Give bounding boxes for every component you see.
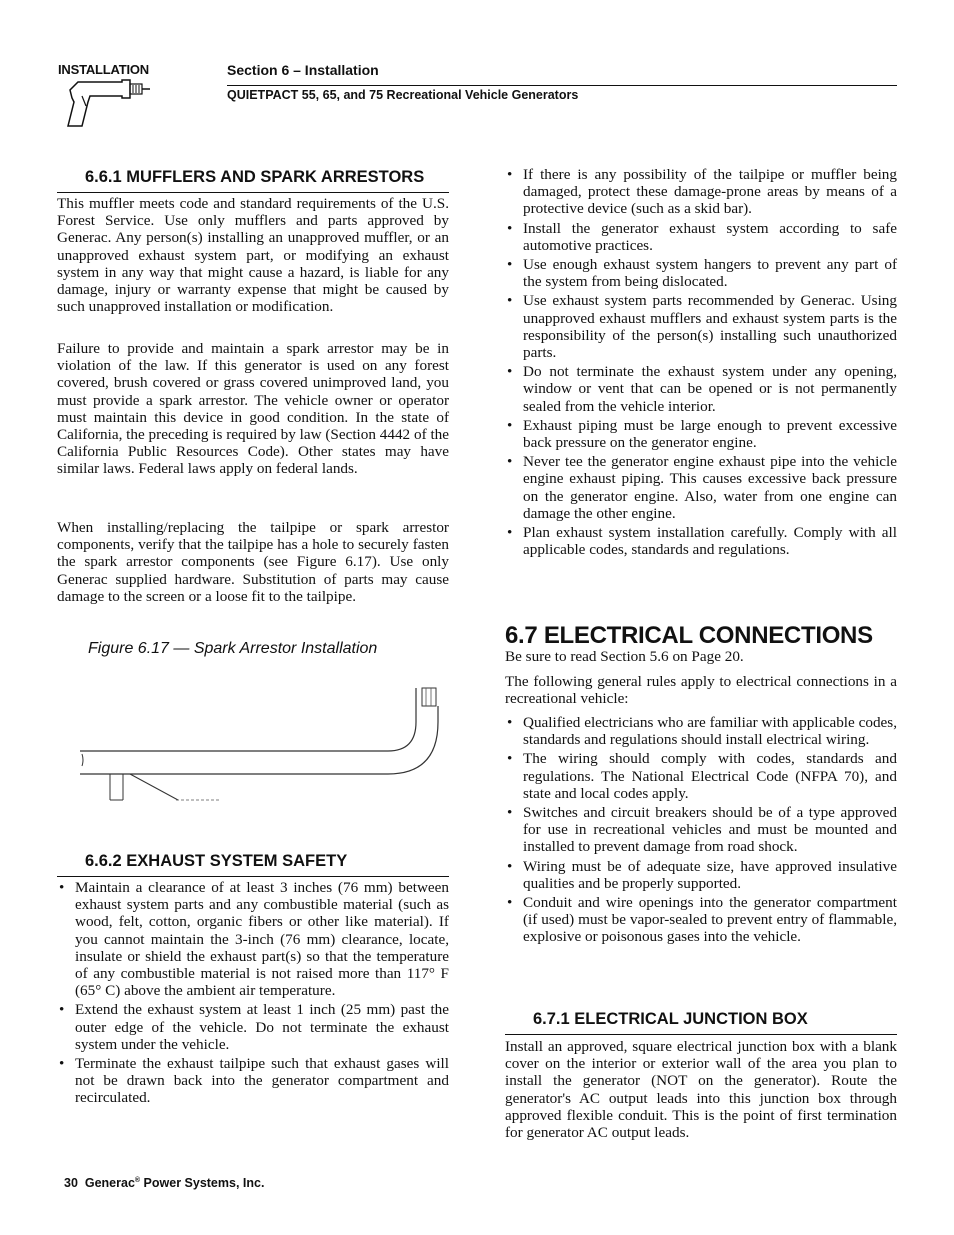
list-item: • Conduit and wire openings into the generator compartment (if used) must be vapor-sealed to prevent entry of flammable, explosive or poisonous gases into the vehicle. bbox=[505, 894, 897, 946]
list-item: • Exhaust piping must be large enough to prevent excessive back pressure on the generator engine. bbox=[505, 417, 897, 451]
footer-company-rest: Power Systems, Inc. bbox=[143, 1176, 265, 1190]
list-item: • Do not terminate the exhaust system under any opening, window or vent that can be opened or is not permanently sealed from the vehicle interior. bbox=[505, 363, 897, 415]
exhaust-safety-list bbox=[57, 879, 449, 1109]
registered-mark: ® bbox=[134, 1176, 141, 1184]
heading-rule bbox=[57, 192, 449, 193]
list-item: • Maintain a clearance of at least 3 inches (76 mm) between exhaust system parts and any combustible material (such as wood, felt, cotton, organic fibers or other like material). If you cannot maintain the 3-inch (76 mm) clearance, locate, insulate or shield the exhaust part(s) so that the temperature of any combustible material is not raised more than 117° F (65° C) above the ambient air temperature. bbox=[57, 879, 449, 999]
drill-icon bbox=[60, 76, 160, 134]
list-item: • Use enough exhaust system hangers to prevent any part of the system from being dislocated. bbox=[505, 256, 897, 290]
heading-6-7: 6.7 ELECTRICAL CONNECTIONS bbox=[505, 622, 873, 649]
list-item: • Extend the exhaust system at least 1 inch (25 mm) past the outer edge of the vehicle. Do not terminate the exhaust system under the vehicle. bbox=[57, 1001, 449, 1053]
page-footer bbox=[64, 1176, 264, 1190]
exhaust-safety-list-continued bbox=[505, 166, 897, 560]
paragraph-tailpipe-install: When installing/replacing the tailpipe or spark arrestor components, verify that the tailpipe has a hole to securely fasten the spark arrestor components (see Figure 6.17). Use only Generac supplied hardware. Substitution of parts may cause damage to the screen or a loose fit to the tailpipe. bbox=[57, 519, 449, 605]
list-item: • Qualified electricians who are familiar with applicable codes, standards and regulations should install electrical wiring. bbox=[505, 714, 897, 748]
spark-arrestor-figure bbox=[70, 682, 450, 807]
paragraph-general-rules: The following general rules apply to electrical connections in a recreational vehicle: bbox=[505, 673, 897, 708]
figure-caption: Figure 6.17 — Spark Arrestor Installation bbox=[88, 640, 378, 657]
list-item: • The wiring should comply with codes, standards and regulations. The National Electrical Code (NFPA 70), and state and local codes apply. bbox=[505, 750, 897, 802]
list-item: • Terminate the exhaust tailpipe such that exhaust gases will not be drawn back into the generator compartment and recirculated. bbox=[57, 1055, 449, 1107]
installation-logo bbox=[58, 62, 166, 132]
page-number: 30 bbox=[64, 1176, 78, 1190]
page-subtitle: QUIETPACT 55, 65, and 75 Recreational Vehicle Generators bbox=[227, 88, 579, 102]
heading-rule bbox=[57, 876, 449, 877]
heading-6-7-1: 6.7.1 ELECTRICAL JUNCTION BOX bbox=[533, 1010, 808, 1028]
list-item: • Plan exhaust system installation carefully. Comply with all applicable codes, standards and regulations. bbox=[505, 524, 897, 558]
heading-rule bbox=[505, 1034, 897, 1035]
heading-6-6-2: 6.6.2 EXHAUST SYSTEM SAFETY bbox=[85, 852, 348, 870]
list-item: • If there is any possibility of the tailpipe or muffler being damaged, protect these damage-prone areas by means of a protective device (such as a skid bar). bbox=[505, 166, 897, 218]
logo-label: INSTALLATION bbox=[58, 62, 149, 77]
list-item: • Switches and circuit breakers should be of a type approved for use in recreational vehicles and must be mounted and installed to prevent damage from road shock. bbox=[505, 804, 897, 856]
paragraph-junction-box: Install an approved, square electrical junction box with a blank cover on the interior or exterior wall of the area you plan to install the generator (NOT on the generator). Route the generator's AC output leads into this junction box through approved flexible conduit. This is the point of first termination for generator AC output leads. bbox=[505, 1038, 897, 1142]
list-item: • Install the generator exhaust system according to safe automotive practices. bbox=[505, 220, 897, 254]
paragraph-muffler-code: This muffler meets code and standard requirements of the U.S. Forest Service. Use only mufflers and parts approved by Generac. Any person(s) installing an unapproved muffler, or an unapproved exhaust system part, or modifying an exhaust system in any way that might cause a hazard, is liable for any damage, injury or warranty expense that might be caused by such unapproved installation or modification. bbox=[57, 195, 449, 316]
paragraph-spark-arrestor-law: Failure to provide and maintain a spark arrestor may be in violation of the law. If this generator is used on any forest covered, brush covered or grass covered unimproved land, you must provide a spark arrestor. The vehicle owner or operator must maintain this device in good condition. In the state of California, the preceding is required by law (Section 4442 of the California Public Resources Code). Other states may have similar laws. Federal laws apply on federal lands. bbox=[57, 340, 449, 478]
electrical-rules-list bbox=[505, 714, 897, 948]
paragraph-read-section: Be sure to read Section 5.6 on Page 20. bbox=[505, 648, 744, 665]
footer-company: Generac bbox=[84, 1176, 135, 1190]
list-item: • Wiring must be of adequate size, have approved insulative qualities and be properly supported. bbox=[505, 858, 897, 892]
heading-6-6-1: 6.6.1 MUFFLERS AND SPARK ARRESTORS bbox=[85, 168, 425, 186]
list-item: • Use exhaust system parts recommended by Generac. Using unapproved exhaust mufflers and exhaust system parts is the responsibility of the person(s) installing such unauthorized parts. bbox=[505, 292, 897, 361]
list-item: • Never tee the generator engine exhaust pipe into the vehicle engine exhaust piping. This causes excessive back pressure on the generator engine. Also, water from one engine can damage the other engine. bbox=[505, 453, 897, 522]
section-title: Section 6 – Installation bbox=[227, 62, 379, 78]
header-rule bbox=[227, 85, 897, 86]
